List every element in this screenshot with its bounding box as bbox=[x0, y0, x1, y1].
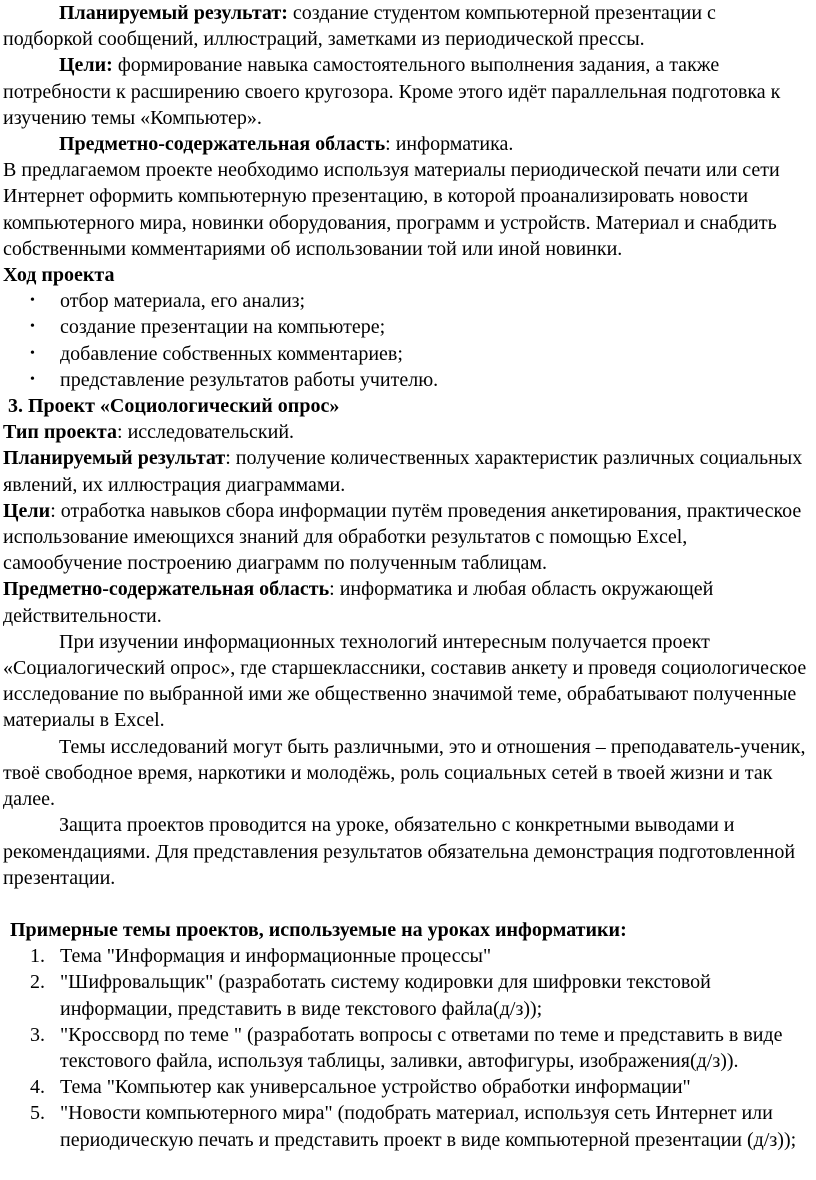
intro-area-paragraph bbox=[3, 131, 810, 157]
project3-area-label: Предметно-содержательная область bbox=[3, 578, 330, 601]
intro-goals-paragraph bbox=[3, 52, 810, 131]
project3-type-label: Тип проекта bbox=[3, 421, 118, 444]
intro-result-label: Планируемый результат: bbox=[59, 2, 288, 24]
project3-result-text: : получение количественных характеристик различных социальных явлений, их иллюстрация диаграммами. bbox=[3, 447, 803, 496]
course-list bbox=[3, 288, 810, 393]
project3-result-paragraph bbox=[3, 445, 810, 497]
list-item-text: "Шифровальщик" (разработать систему кодировки для шифровки текстовой информации, представить в виде текстового файла(д/з)); bbox=[60, 971, 711, 1020]
list-item: • отбор материала, его анализ; bbox=[3, 288, 810, 314]
list-item-text: "Кроссворд по теме " (разработать вопросы с ответами по теме и представить в виде текстового файла, используя таблицы, заливки, автофигуры, изображения(д/з)). bbox=[60, 1023, 783, 1072]
project3-goals-label: Цели bbox=[3, 499, 51, 522]
intro-goals-label: Цели: bbox=[59, 54, 113, 77]
list-number: 2. bbox=[30, 971, 45, 994]
list-item bbox=[3, 969, 810, 1021]
intro-description: В предлагаемом проекте необходимо используя материалы периодической печати или сети Интернет оформить компьютерную презентацию, в которой проанализировать новости компьютерного мира, новинки оборудования, программ и устройств. Материал и снабдить собственными комментариями об использовании той или иной новинки. bbox=[3, 159, 780, 260]
project3-goals-paragraph bbox=[3, 498, 810, 577]
intro-area-label: Предметно-содержательная область bbox=[59, 133, 386, 156]
course-heading: Ход проекта bbox=[3, 264, 115, 287]
topics-heading: Примерные темы проектов, используемые на уроках информатики: bbox=[10, 918, 627, 941]
project3-type-text: : исследовательский. bbox=[117, 421, 295, 444]
list-item-text: Тема "Компьютер как универсальное устройство обработки информации" bbox=[60, 1076, 691, 1099]
project3-paragraph-2: Темы исследований могут быть различными, это и отношения – преподаватель-ученик, твоё свободное время, наркотики и молодёжь, роль социальных сетей в твоей жизни и так далее. bbox=[3, 735, 806, 811]
intro-area-text: : информатика. bbox=[385, 133, 514, 156]
project3-paragraph-1: При изучении информационных технологий интересным получается проект «Социалогический опрос», где старшеклассники, составив анкету и проведя социологическое исследование по выбранной ими же общественно значимой теме, обрабатывают полученные материалы в Excel. bbox=[3, 630, 807, 732]
list-item-text: "Новости компьютерного мира" (подобрать материал, используя сеть Интернет или периодическую печать и представить проект в виде компьютерной презентации (д/з)); bbox=[60, 1102, 797, 1151]
project3-heading: 3. Проект «Социологический опрос» bbox=[8, 395, 340, 418]
list-number: 1. bbox=[30, 945, 45, 968]
list-item bbox=[3, 1100, 810, 1152]
project3-result-label: Планируемый результат bbox=[3, 447, 226, 470]
topics-list bbox=[3, 943, 810, 1153]
project3-type-paragraph bbox=[3, 419, 810, 445]
list-number: 5. bbox=[30, 1102, 45, 1125]
project3-paragraph-3: Защита проектов проводится на уроке, обязательно с конкретными выводами и рекомендациями. Для представления результатов обязательна демонстрация подготовленной презентации. bbox=[3, 814, 796, 889]
intro-goals-text: формирование навыка самостоятельного выполнения задания, а также потребности к расширению своего кругозора. Кроме этого идёт параллельная подготовка к изучению темы «Компьютер». bbox=[3, 54, 781, 129]
project3-area-text: : информатика и любая область окружающей действительности. bbox=[3, 578, 714, 627]
list-number: 3. bbox=[30, 1023, 45, 1046]
list-item: • создание презентации на компьютере; bbox=[3, 314, 810, 340]
intro-result-text: создание студентом компьютерной презентации с подборкой сообщений, иллюстраций, заметками из периодической прессы. bbox=[3, 2, 716, 51]
project3-area-paragraph bbox=[3, 576, 810, 628]
list-item bbox=[3, 943, 810, 969]
list-item bbox=[3, 1074, 810, 1100]
list-item-text: Тема "Информация и информационные процессы" bbox=[60, 945, 492, 968]
intro-result-paragraph bbox=[3, 0, 810, 52]
list-item: • добавление собственных комментариев; bbox=[3, 341, 810, 367]
spacer bbox=[3, 891, 810, 917]
project3-goals-text: : отработка навыков сбора информации путём проведения анкетирования, практическое использование имеющихся знаний для обработки результатов с помощью Excel, самообучение построению диаграмм по полученным таблицам. bbox=[3, 499, 802, 575]
list-number: 4. bbox=[30, 1076, 45, 1099]
list-item: • представление результатов работы учителю. bbox=[3, 367, 810, 393]
list-item bbox=[3, 1022, 810, 1074]
